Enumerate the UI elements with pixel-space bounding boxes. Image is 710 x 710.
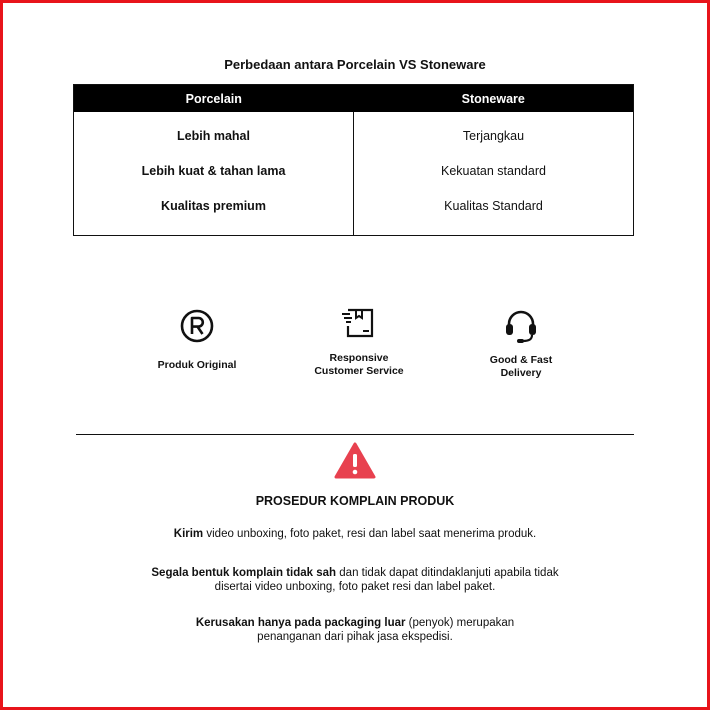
feature-original (117, 305, 277, 372)
comparison-header-row (74, 85, 633, 112)
paragraph-bold: Kerusakan hanya pada packaging luar (195, 617, 406, 629)
porcelain-column (74, 112, 354, 235)
header-porcelain: Porcelain (185, 91, 242, 106)
feature-delivery (441, 305, 601, 380)
porcelain-cell: Lebih mahal (177, 129, 250, 143)
header-stoneware: Stoneware (461, 91, 525, 106)
stoneware-cell: Kekuatan standard (441, 164, 546, 178)
stoneware-cell: Terjangkau (462, 129, 525, 143)
feature-customer-service (279, 305, 439, 378)
package-icon (339, 305, 379, 341)
porcelain-cell: Kualitas premium (161, 199, 266, 213)
complaint-title: PROSEDUR KOMPLAIN PRODUK (255, 494, 455, 508)
complaint-paragraph-2 (145, 567, 565, 594)
paragraph-text: dan tidak dapat ditindaklanjuti apabila tidak disertai video unboxing, foto paket resi dan label paket. (214, 567, 559, 593)
feature-label: Responsive Customer Service (314, 352, 404, 377)
feature-row (73, 305, 632, 395)
comparison-title: Perbedaan antara Porcelain VS Stoneware (224, 57, 486, 72)
warning-icon (334, 442, 376, 480)
porcelain-cell: Lebih kuat & tahan lama (141, 164, 286, 178)
feature-label: Good & Fast Delivery (489, 354, 553, 379)
comparison-body (74, 112, 633, 235)
paragraph-text: video unboxing, foto paket, resi dan label saat menerima produk. (203, 528, 537, 540)
paragraph-bold: Kirim (173, 528, 204, 540)
section-divider (76, 434, 634, 435)
feature-label: Produk Original (157, 359, 237, 371)
comparison-table (73, 84, 634, 236)
stoneware-column (354, 112, 633, 235)
headset-icon (501, 305, 541, 345)
paragraph-bold: Segala bentuk komplain tidak sah (151, 567, 337, 579)
complaint-paragraph-3 (175, 617, 535, 644)
stoneware-cell: Kualitas Standard (444, 199, 543, 213)
complaint-paragraph-1 (120, 528, 590, 542)
paragraph-text: (penyok) merupakan penanganan dari pihak jasa ekspedisi. (257, 617, 515, 643)
registered-icon (177, 305, 217, 345)
